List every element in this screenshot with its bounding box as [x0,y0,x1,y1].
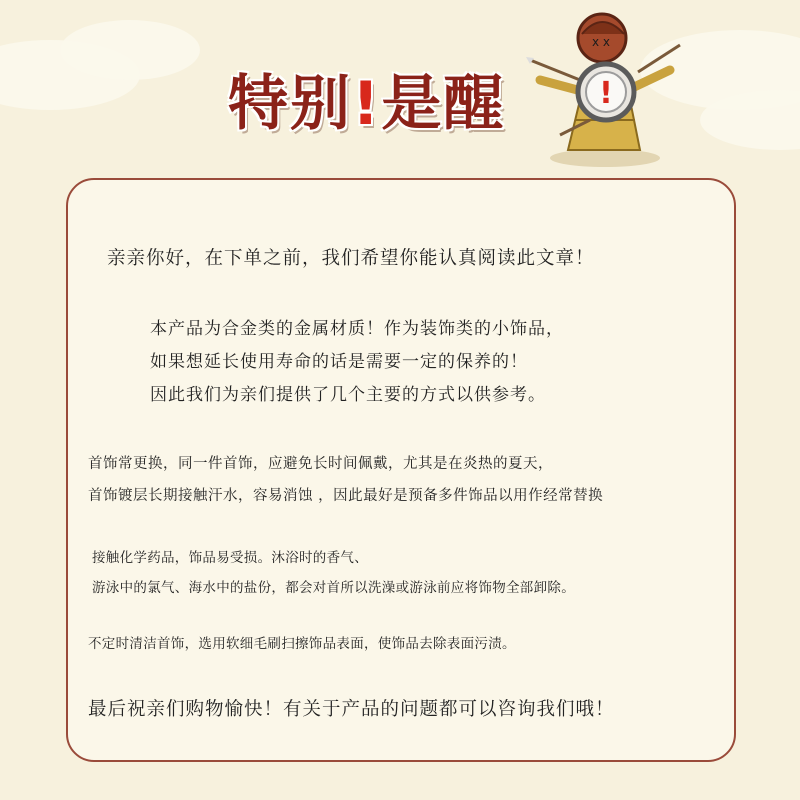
tip-line: 游泳中的氯气、海水中的盐份，都会对首所以洗澡或游泳前应将饰物全部卸除。 [92,580,575,596]
greeting-text: 亲亲你好，在下单之前，我们希望你能认真阅读此文章！ [107,248,595,269]
intro-line: 如果想延长使用寿命的话是需要一定的保养的！ [150,352,528,372]
scarecrow-warning-icon [520,0,690,170]
tip-line: 接触化学药品，饰品易受损。沐浴时的香气、 [92,550,368,566]
closing-text: 最后祝亲们购物愉快！有关于产品的问题都可以咨询我们哦！ [88,699,615,720]
page-title [228,56,505,142]
title-part-2: 是醒 [381,69,506,139]
tip-line: 首饰常更换，同一件首饰，应避免长时间佩戴，尤其是在炎热的夏天， [88,456,553,472]
intro-line: 本产品为合金类的金属材质！作为装饰类的小饰品， [150,319,564,339]
title-part-1: 特别 [228,69,352,139]
title-exclamation: ! [352,69,382,139]
background-cloud [60,20,200,80]
tip-line: 不定时清洁首饰，选用软细毛刷扫擦饰品表面，使饰品去除表面污渍。 [88,636,516,652]
tip-line: 首饰镀层长期接触汗水，容易消蚀 ，因此最好是预备多件饰品以用作经常替换 [88,488,604,504]
svg-text:x x: x x [592,35,611,49]
shield-exclamation: ! [599,76,613,111]
intro-line: 因此我们为亲们提供了几个主要的方式以供参考。 [150,385,546,405]
